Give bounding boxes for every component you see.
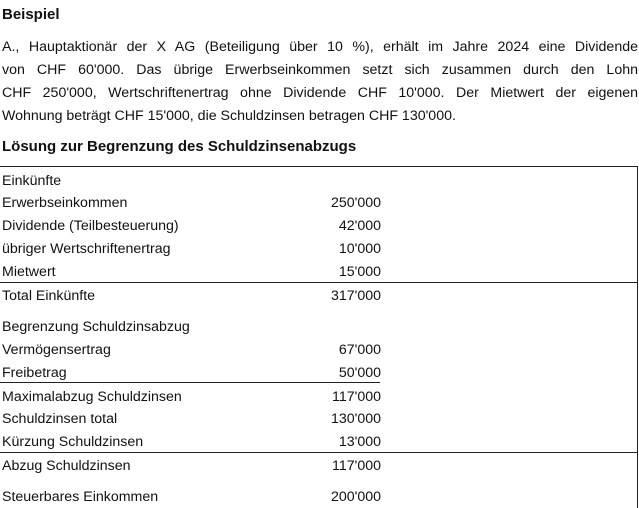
table-row [2, 387, 402, 407]
row-label: Dividende (Teilbesteuerung) [2, 218, 179, 234]
table-row [2, 432, 402, 452]
row-value: 42'000 [338, 218, 381, 234]
row-label: Steuerbares Einkommen [2, 489, 159, 505]
table-row [2, 216, 402, 236]
row-label: Erwerbseinkommen [2, 195, 128, 211]
solution-heading: Lösung zur Begrenzung des Schuldzinsenabzugs [2, 138, 357, 155]
example-heading: Beispiel [2, 6, 60, 23]
row-value: 130'000 [330, 411, 381, 427]
row-value: 13'000 [338, 434, 381, 450]
row-label: Schuldzinsen total [2, 411, 118, 427]
example-line: A., Hauptaktionär der X AG (Beteiligung über 10 %), erhält im Jahre 2024 eine Dividende [2, 39, 638, 55]
table-row [2, 363, 402, 383]
subtotal-line [0, 382, 380, 383]
row-label: übriger Wertschriftenertrag [2, 241, 171, 257]
row-value: 317'000 [330, 288, 381, 304]
limit-header: Begrenzung Schuldzinsabzug [2, 319, 190, 335]
table-row [2, 262, 402, 282]
row-value: 117'000 [332, 389, 381, 405]
row-label: Abzug Schuldzinsen [2, 458, 131, 474]
limit-header-row [2, 317, 402, 337]
row-value: 15'000 [338, 264, 381, 280]
table-row [2, 409, 402, 429]
row-value: 200'000 [330, 489, 381, 505]
row-value: 50'000 [338, 365, 381, 381]
divider [0, 452, 637, 453]
row-value: 250'000 [330, 195, 381, 211]
calculation-table [0, 166, 638, 508]
row-label: Mietwert [2, 264, 56, 280]
row-value: 117'000 [332, 458, 381, 474]
example-line: Wohnung beträgt CHF 15'000, die Schuldzinsen betragen CHF 130'000. [2, 108, 456, 124]
example-line: CHF 250'000, Wertschriftenertrag ohne Dividende CHF 10'000. Der Mietwert der eigenen [2, 85, 638, 101]
total-income-row [2, 286, 402, 306]
example-line: von CHF 60'000. Das übrige Erwerbseinkommen setzt sich zusammen durch den Lohn [2, 62, 638, 78]
income-header-row [2, 171, 402, 191]
row-label: Maximalabzug Schuldzinsen [2, 389, 182, 405]
example-paragraph [2, 36, 638, 128]
row-value: 10'000 [338, 241, 381, 257]
taxable-income-row [2, 487, 402, 507]
table-row [2, 340, 402, 360]
row-label: Total Einkünfte [2, 288, 96, 304]
row-label: Kürzung Schuldzinsen [2, 434, 144, 450]
row-label: Freibetrag [2, 365, 67, 381]
deduction-row [2, 456, 402, 476]
divider [0, 282, 637, 283]
table-row [2, 193, 402, 213]
row-label: Vermögensertrag [2, 342, 111, 358]
row-value: 67'000 [338, 342, 381, 358]
income-header: Einkünfte [2, 173, 62, 189]
table-row [2, 239, 402, 259]
